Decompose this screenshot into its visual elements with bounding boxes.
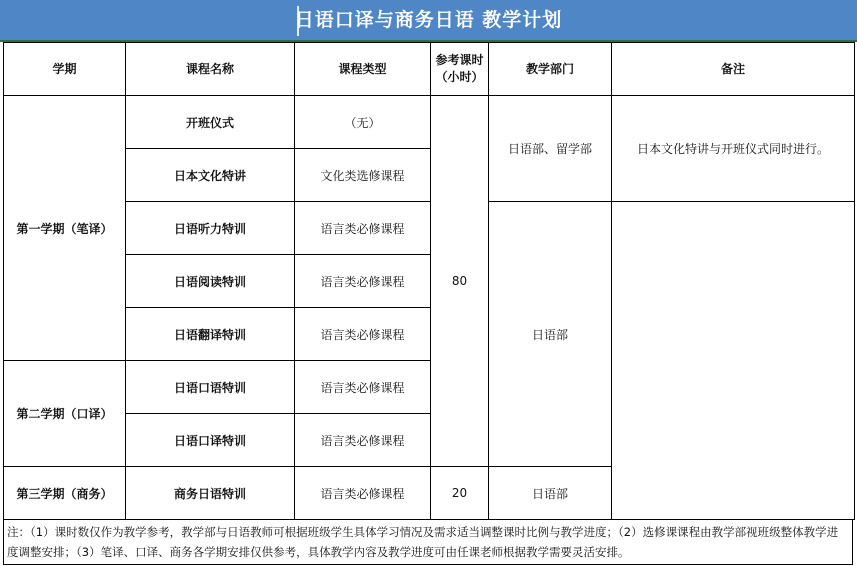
header-row: [4, 43, 855, 96]
table-row: [4, 96, 855, 149]
header-department: 教学部门: [489, 43, 612, 96]
department-cell-term-3: 日语部: [489, 467, 612, 520]
plan-table: [3, 42, 855, 520]
term-1-cell: 第一学期（笔译）: [4, 96, 126, 361]
course-type-cell: 语言类必修课程: [295, 414, 431, 467]
title-bar: [0, 0, 857, 42]
course-type-cell: 语言类必修课程: [295, 255, 431, 308]
header-term: 学期: [4, 43, 126, 96]
course-name-cell: 日语翻译特训: [126, 308, 295, 361]
page-title: 日语口译与商务日语 教学计划: [294, 9, 563, 31]
course-type-cell: 语言类必修课程: [295, 361, 431, 414]
header-remarks: 备注: [612, 43, 855, 96]
header-hours: [431, 43, 489, 96]
header-course-type: 课程类型: [295, 43, 431, 96]
table-row: [4, 202, 855, 255]
department-cell-main: 日语部: [489, 202, 612, 467]
course-name-cell: 日语听力特训: [126, 202, 295, 255]
course-type-cell: 语言类必修课程: [295, 308, 431, 361]
department-cell-intro: 日语部、留学部: [489, 96, 612, 202]
course-name-cell: 开班仪式: [126, 96, 295, 149]
course-name-cell: 日语口语特训: [126, 361, 295, 414]
course-type-cell: 语言类必修课程: [295, 467, 431, 520]
term-3-cell: 第三学期（商务）: [4, 467, 126, 520]
term-2-cell: 第二学期（口译）: [4, 361, 126, 467]
course-type-cell: 文化类选修课程: [295, 149, 431, 202]
hours-cell-terms-1-2: 80: [431, 96, 489, 467]
course-name-cell: 日本文化特讲: [126, 149, 295, 202]
header-hours-line2: （小时）: [435, 70, 484, 84]
course-name-cell: 日语阅读特训: [126, 255, 295, 308]
course-name-cell: 商务日语特训: [126, 467, 295, 520]
remarks-cell-intro: 日本文化特讲与开班仪式同时进行。: [612, 96, 855, 202]
header-course-name: 课程名称: [126, 43, 295, 96]
hours-cell-term-3: 20: [431, 467, 489, 520]
remarks-cell-empty: [612, 202, 855, 520]
course-type-cell: 语言类必修课程: [295, 202, 431, 255]
course-type-cell: （无）: [295, 96, 431, 149]
header-hours-line1: 参考课时: [435, 53, 484, 67]
course-name-cell: 日语口译特训: [126, 414, 295, 467]
footnote: 注：（1）课时数仅作为教学参考，教学部与日语教师可根据班级学生具体学习情况及需求适当调整课时比例与教学进度；（2）选修课课程由教学部视班级整体教学进度调整安排；（3）笔译、口译、商务各学期安排仅供参考，具体教学内容及教学进度可由任课老师根据教学需要灵活安排。: [3, 519, 853, 565]
